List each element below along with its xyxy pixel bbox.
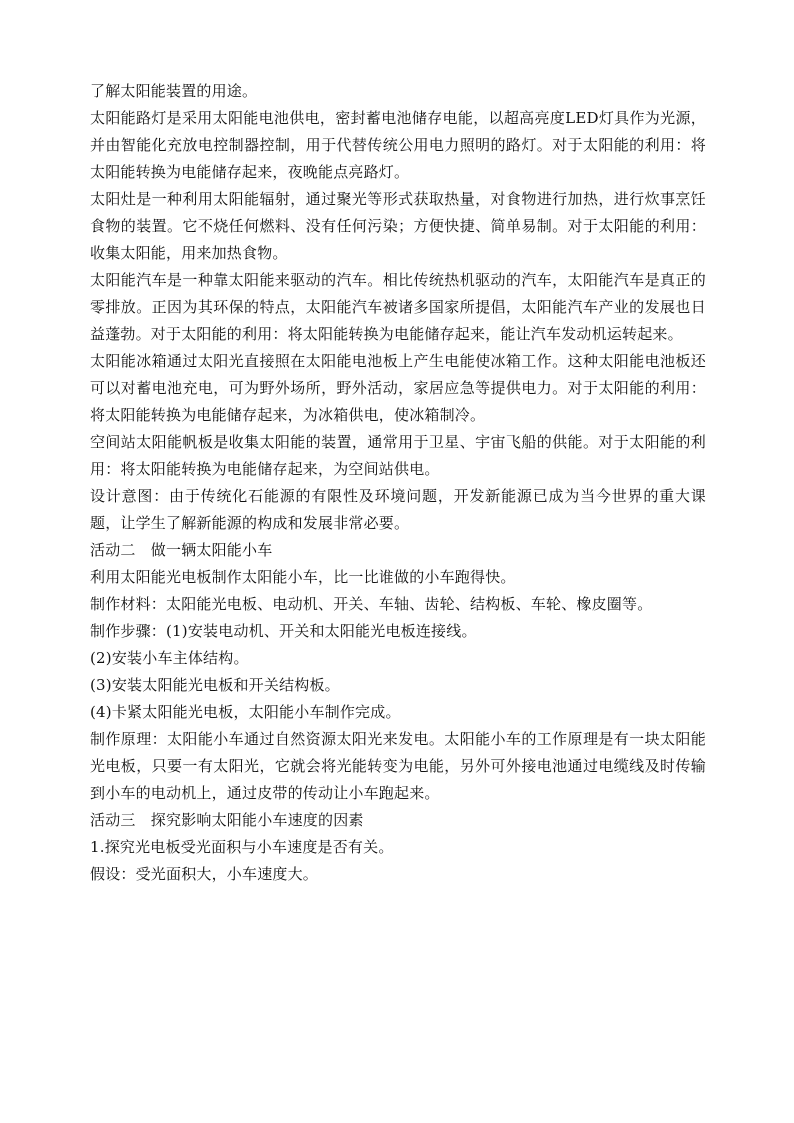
paragraph-inquiry-1: 1.探究光电板受光面积与小车速度是否有关。 xyxy=(90,838,394,856)
paragraph-step-1: 制作步骤：(1)安装电动机、开关和太阳能光电板连接线。 xyxy=(90,622,477,640)
paragraph-step-4: (4)卡紧太阳能光电板，太阳能小车制作完成。 xyxy=(90,703,401,721)
paragraph-solar-streetlight: 太阳能路灯是采用太阳能电池供电，密封蓄电池储存电能，以超高亮度LED灯具作为光源，并由智能化充放电控制器控制，用于代替传统公用电力照明的路灯。对于太阳能的利用：将太阳能转换为电能储存起来，夜晚能点亮路灯。 xyxy=(90,109,706,181)
paragraph-solar-intro: 了解太阳能装置的用途。 xyxy=(90,82,258,100)
paragraph-solar-cooker: 太阳灶是一种利用太阳能辐射，通过聚光等形式获取热量，对食物进行加热，进行炊事烹饪食物的装置。它不烧任何燃料、没有任何污染；方便快捷、简单易制。对于太阳能的利用：收集太阳能，用来加热食物。 xyxy=(90,190,706,262)
paragraph-solar-fridge: 太阳能冰箱通过太阳光直接照在太阳能电池板上产生电能使冰箱工作。这种太阳能电池板还可以对蓄电池充电，可为野外场所，野外活动，家居应急等提供电力。对于太阳能的利用：将太阳能转换为电能储存起来，为冰箱供电，使冰箱制冷。 xyxy=(90,352,706,424)
document-page xyxy=(90,78,706,888)
paragraph-solar-car: 太阳能汽车是一种靠太阳能来驱动的汽车。相比传统热机驱动的汽车，太阳能汽车是真正的零排放。正因为其环保的特点，太阳能汽车被诸多国家所提倡，太阳能汽车产业的发展也日益蓬勃。对于太阳能的利用：将太阳能转换为电能储存起来，能让汽车发动机运转起来。 xyxy=(90,271,706,343)
paragraph-step-2: (2)安装小车主体结构。 xyxy=(90,649,249,667)
paragraph-principle: 制作原理：太阳能小车通过自然资源太阳光来发电。太阳能小车的工作原理是有一块太阳能光电板，只要一有太阳光，它就会将光能转变为电能，另外可外接电池通过电缆线及时传输到小车的电动机上，通过皮带的传动让小车跑起来。 xyxy=(90,730,706,802)
paragraph-materials: 制作材料：太阳能光电板、电动机、开关、车轴、齿轮、结构板、车轮、橡皮圈等。 xyxy=(90,595,653,613)
paragraph-hypothesis: 假设：受光面积大，小车速度大。 xyxy=(90,865,319,883)
paragraph-design-intent: 设计意图：由于传统化石能源的有限性及环境问题，开发新能源已成为当今世界的重大课题，让学生了解新能源的构成和发展非常必要。 xyxy=(90,487,706,532)
paragraph-activity-two-goal: 利用太阳能光电板制作太阳能小车，比一比谁做的小车跑得快。 xyxy=(90,568,516,586)
heading-activity-three: 活动三 探究影响太阳能小车速度的因素 xyxy=(90,811,364,829)
paragraph-space-station-panel: 空间站太阳能帆板是收集太阳能的装置，通常用于卫星、宇宙飞船的供能。对于太阳能的利用：将太阳能转换为电能储存起来，为空间站供电。 xyxy=(90,433,706,478)
heading-activity-two: 活动二 做一辆太阳能小车 xyxy=(90,541,273,559)
paragraph-step-3: (3)安装太阳能光电板和开关结构板。 xyxy=(90,676,340,694)
